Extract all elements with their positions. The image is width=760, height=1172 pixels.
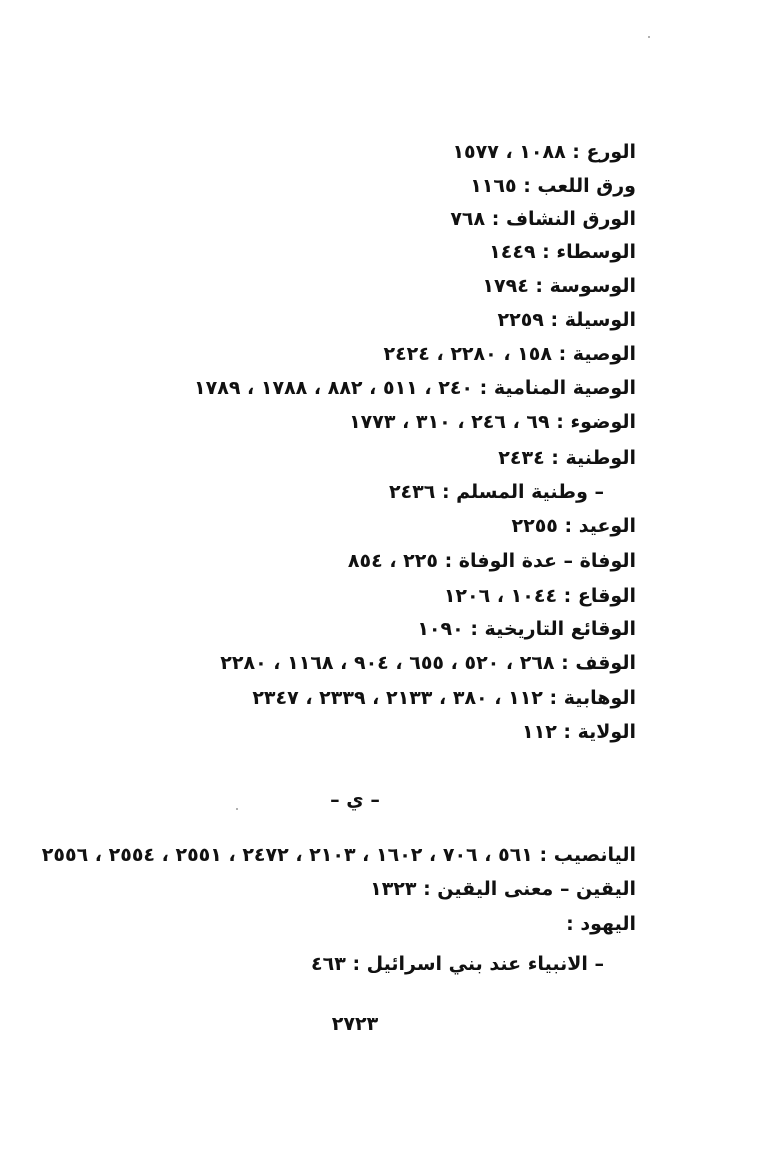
index-entry: الوفاة – عدة الوفاة : ٢٢٥ ، ٨٥٤ <box>347 550 636 572</box>
index-entry: الوسيلة : ٢٢٥٩ <box>497 309 636 331</box>
index-entry: الوقف : ٢٦٨ ، ٥٢٠ ، ٦٥٥ ، ٩٠٤ ، ١١٦٨ ، ٢٢٨٠ <box>220 652 636 674</box>
index-entry: الوقائع التاريخية : ١٠٩٠ <box>417 618 636 640</box>
index-entry: الوعيد : ٢٢٥٥ <box>511 515 636 537</box>
index-entry: اليقين – معنى اليقين : ١٣٢٣ <box>370 878 636 900</box>
index-entry: الوسوسة : ١٧٩٤ <box>482 275 636 297</box>
page-number: ٢٧٢٣ <box>331 1013 379 1035</box>
index-subentry: – الانبياء عند بني اسرائيل : ٤٦٣ <box>311 953 604 975</box>
index-entry: الوضوء : ٦٩ ، ٢٤٦ ، ٣١٠ ، ١٧٧٣ <box>349 411 636 433</box>
index-entry: الوسطاء : ١٤٤٩ <box>489 241 636 263</box>
index-entry: الوصية المنامية : ٢٤٠ ، ٥١١ ، ٨٨٢ ، ١٧٨٨ ، ١٧٨٩ <box>194 377 636 399</box>
index-entry: الوطنية : ٢٤٣٤ <box>498 447 636 469</box>
index-entry: الوقاع : ١٠٤٤ ، ١٢٠٦ <box>443 585 636 607</box>
index-entry: الورع : ١٠٨٨ ، ١٥٧٧ <box>452 141 636 163</box>
scan-speck <box>236 808 238 810</box>
index-subentry: – وطنية المسلم : ٢٤٣٦ <box>388 481 604 503</box>
index-entry: اليانصيب : ٥٦١ ، ٧٠٦ ، ١٦٠٢ ، ٢١٠٣ ، ٢٤٧٢ ، ٢٥٥١ ، ٢٥٥٤ ، ٢٥٥٦ <box>41 844 636 866</box>
index-entry: الولاية : ١١٢ <box>522 721 636 743</box>
index-entry: ورق اللعب : ١١٦٥ <box>470 175 636 197</box>
index-entry: الوصية : ١٥٨ ، ٢٢٨٠ ، ٢٤٢٤ <box>383 343 636 365</box>
index-entry: اليهود : <box>566 913 636 935</box>
scan-speck <box>648 36 650 38</box>
index-entry: الورق النشاف : ٧٦٨ <box>450 208 636 230</box>
index-entry: الوهابية : ١١٢ ، ٣٨٠ ، ٢١٣٣ ، ٢٣٣٩ ، ٢٣٤٧ <box>252 687 636 709</box>
section-heading: – ي – <box>330 789 380 811</box>
